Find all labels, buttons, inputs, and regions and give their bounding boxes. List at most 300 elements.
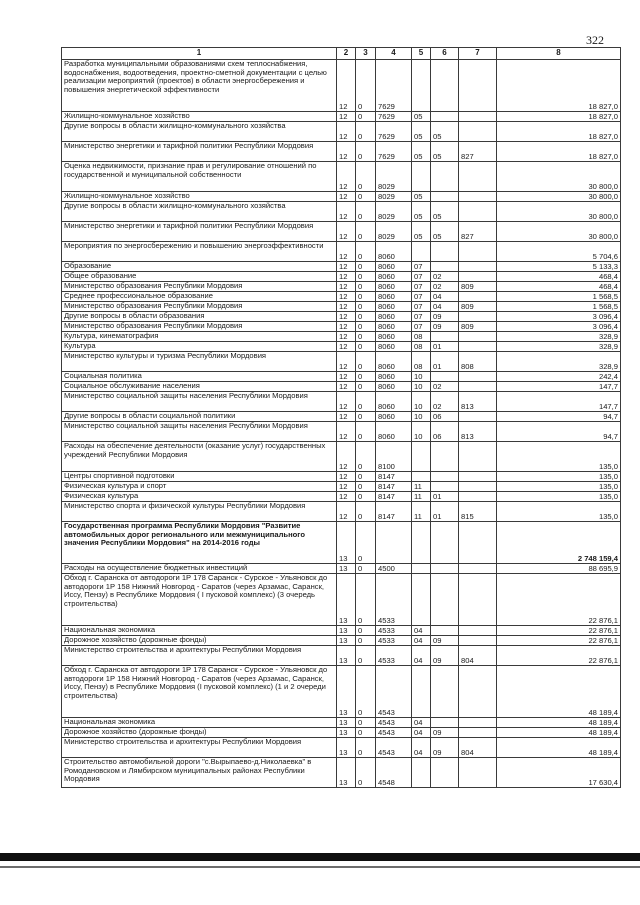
- amount-cell: 328,9: [497, 352, 621, 372]
- table-row: [62, 142, 621, 162]
- table-row: [62, 192, 621, 202]
- code-cell: 0: [356, 758, 376, 788]
- code-cell: 8060: [376, 352, 412, 372]
- code-cell: 11: [412, 502, 431, 522]
- code-cell: 09: [431, 322, 459, 332]
- code-cell: 12: [337, 312, 356, 322]
- row-name-cell: Министерство образования Республики Мордовия: [62, 282, 337, 292]
- row-name-cell: Физическая культура: [62, 492, 337, 502]
- table-row: [62, 502, 621, 522]
- table-row: [62, 636, 621, 646]
- code-cell: 01: [431, 492, 459, 502]
- code-cell: 07: [412, 282, 431, 292]
- row-name-cell: Разработка муниципальными образованиями схем теплоснабжения, водоснабжения, водоотведения, проектно-сметной документации с целью реализации мероприятий (проектов) в области энергосбережения и повышения энергетической эффективности: [62, 60, 337, 112]
- code-cell: 05: [431, 122, 459, 142]
- code-cell: [431, 192, 459, 202]
- code-cell: 0: [356, 412, 376, 422]
- amount-cell: 468,4: [497, 282, 621, 292]
- row-name-cell: Культура, кинематография: [62, 332, 337, 342]
- code-cell: 0: [356, 312, 376, 322]
- table-row: [62, 564, 621, 574]
- table-row: [62, 352, 621, 372]
- code-cell: 808: [459, 352, 497, 372]
- code-cell: 12: [337, 442, 356, 472]
- code-cell: 05: [412, 192, 431, 202]
- code-cell: 10: [412, 412, 431, 422]
- code-cell: 0: [356, 392, 376, 412]
- code-cell: 10: [412, 382, 431, 392]
- code-cell: 12: [337, 112, 356, 122]
- code-cell: [412, 60, 431, 112]
- code-cell: 4533: [376, 636, 412, 646]
- code-cell: [459, 522, 497, 564]
- amount-cell: 135,0: [497, 502, 621, 522]
- code-cell: 13: [337, 728, 356, 738]
- code-cell: 809: [459, 282, 497, 292]
- code-cell: 07: [412, 292, 431, 302]
- code-cell: [459, 492, 497, 502]
- code-cell: 09: [431, 312, 459, 322]
- code-cell: [431, 60, 459, 112]
- code-cell: 8147: [376, 492, 412, 502]
- amount-cell: 3 096,4: [497, 322, 621, 332]
- code-cell: 13: [337, 718, 356, 728]
- column-header: 1: [62, 48, 337, 60]
- code-cell: [412, 522, 431, 564]
- code-cell: 13: [337, 626, 356, 636]
- code-cell: 09: [431, 738, 459, 758]
- code-cell: 12: [337, 292, 356, 302]
- row-name-cell: Социальное обслуживание населения: [62, 382, 337, 392]
- code-cell: 13: [337, 666, 356, 718]
- code-cell: [459, 442, 497, 472]
- code-cell: 08: [412, 342, 431, 352]
- table-row: [62, 646, 621, 666]
- code-cell: 02: [431, 382, 459, 392]
- row-name-cell: Строительство автомобильной дороги "с.Вырыпаево-д.Николаевка" в Ромодановском и Лямбирском муниципальных районах Республики Мордовия: [62, 758, 337, 788]
- code-cell: [459, 472, 497, 482]
- code-cell: [459, 262, 497, 272]
- code-cell: 04: [412, 646, 431, 666]
- code-cell: 12: [337, 162, 356, 192]
- row-name-cell: Обход г. Саранска от автодороги 1Р 178 Саранск - Сурское - Ульяновск до автодороги 1Р 158 Нижний Новгород - Саратов (через Арзамас, Саранск, Иссу, Пензу) в Республике Мордовия (I пусковой комплекс) (1 и 2 очереди строительства): [62, 666, 337, 718]
- amount-cell: 22 876,1: [497, 646, 621, 666]
- code-cell: 0: [356, 262, 376, 272]
- code-cell: 05: [412, 142, 431, 162]
- code-cell: 12: [337, 352, 356, 372]
- header-row: [62, 48, 621, 60]
- code-cell: 0: [356, 202, 376, 222]
- code-cell: 7629: [376, 142, 412, 162]
- table-row: [62, 738, 621, 758]
- table-row: [62, 242, 621, 262]
- code-cell: 07: [412, 272, 431, 282]
- code-cell: 0: [356, 242, 376, 262]
- amount-cell: 147,7: [497, 392, 621, 412]
- code-cell: 0: [356, 492, 376, 502]
- code-cell: 12: [337, 482, 356, 492]
- code-cell: 01: [431, 502, 459, 522]
- row-name-cell: Национальная экономика: [62, 626, 337, 636]
- code-cell: 0: [356, 382, 376, 392]
- code-cell: 12: [337, 492, 356, 502]
- code-cell: 05: [412, 202, 431, 222]
- row-name-cell: Дорожное хозяйство (дорожные фонды): [62, 728, 337, 738]
- table-row: [62, 122, 621, 142]
- row-name-cell: Министерство энергетики и тарифной политики Республики Мордовия: [62, 222, 337, 242]
- table-row: [62, 422, 621, 442]
- amount-cell: 18 827,0: [497, 122, 621, 142]
- amount-cell: 2 748 159,4: [497, 522, 621, 564]
- code-cell: 12: [337, 142, 356, 162]
- code-cell: 8060: [376, 292, 412, 302]
- amount-cell: 30 800,0: [497, 222, 621, 242]
- row-name-cell: Культура: [62, 342, 337, 352]
- code-cell: 8060: [376, 342, 412, 352]
- code-cell: 02: [431, 272, 459, 282]
- code-cell: 0: [356, 636, 376, 646]
- code-cell: 12: [337, 122, 356, 142]
- table-row: [62, 758, 621, 788]
- code-cell: [412, 666, 431, 718]
- row-name-cell: Министерство культуры и туризма Республики Мордовия: [62, 352, 337, 372]
- code-cell: 11: [412, 492, 431, 502]
- code-cell: 04: [412, 718, 431, 728]
- code-cell: 04: [431, 302, 459, 312]
- amount-cell: 135,0: [497, 482, 621, 492]
- code-cell: 04: [412, 636, 431, 646]
- code-cell: [412, 758, 431, 788]
- code-cell: [459, 122, 497, 142]
- code-cell: 05: [431, 222, 459, 242]
- code-cell: 12: [337, 222, 356, 242]
- code-cell: 12: [337, 322, 356, 332]
- amount-cell: 147,7: [497, 382, 621, 392]
- table-row: [62, 492, 621, 502]
- code-cell: 8147: [376, 482, 412, 492]
- code-cell: 08: [412, 352, 431, 372]
- code-cell: 12: [337, 60, 356, 112]
- code-cell: 12: [337, 272, 356, 282]
- table-row: [62, 312, 621, 322]
- amount-cell: 18 827,0: [497, 112, 621, 122]
- code-cell: 0: [356, 122, 376, 142]
- code-cell: [459, 626, 497, 636]
- code-cell: [459, 758, 497, 788]
- scan-bottom-line: [0, 866, 640, 868]
- row-name-cell: Оценка недвижимости, признание прав и регулирование отношений по государственной и муниципальной собственности: [62, 162, 337, 192]
- column-header: 7: [459, 48, 497, 60]
- code-cell: 12: [337, 192, 356, 202]
- code-cell: 8029: [376, 192, 412, 202]
- code-cell: 07: [412, 262, 431, 272]
- table-row: [62, 442, 621, 472]
- table-row: [62, 322, 621, 332]
- code-cell: [431, 372, 459, 382]
- code-cell: 05: [431, 202, 459, 222]
- scan-bottom-edge: [0, 853, 640, 861]
- code-cell: [431, 718, 459, 728]
- code-cell: 0: [356, 292, 376, 302]
- row-name-cell: Министерство строительства и архитектуры Республики Мордовия: [62, 738, 337, 758]
- row-name-cell: Обход г. Саранска от автодороги 1Р 178 Саранск - Сурское - Ульяновск до автодороги 1Р 158 Нижний Новгород - Саратов (через Арзамас, Саранск, Исcу, Пензу) в Республике Мордовия ( I пусковой комплекс) (3 очередь строительства): [62, 574, 337, 626]
- code-cell: [459, 332, 497, 342]
- amount-cell: 1 568,5: [497, 302, 621, 312]
- table-row: [62, 382, 621, 392]
- code-cell: 7629: [376, 122, 412, 142]
- code-cell: 8060: [376, 322, 412, 332]
- row-name-cell: Мероприятия по энергосбережению и повышению энергоэффективности: [62, 242, 337, 262]
- code-cell: [376, 522, 412, 564]
- code-cell: 0: [356, 272, 376, 282]
- table-row: [62, 282, 621, 292]
- code-cell: 0: [356, 522, 376, 564]
- amount-cell: 3 096,4: [497, 312, 621, 322]
- code-cell: [459, 636, 497, 646]
- row-name-cell: Другие вопросы в области жилищно-коммунального хозяйства: [62, 122, 337, 142]
- code-cell: [459, 292, 497, 302]
- code-cell: 12: [337, 502, 356, 522]
- code-cell: 12: [337, 392, 356, 412]
- table-row: [62, 372, 621, 382]
- table-row: [62, 292, 621, 302]
- code-cell: 8060: [376, 242, 412, 262]
- code-cell: 10: [412, 422, 431, 442]
- code-cell: 0: [356, 342, 376, 352]
- code-cell: 09: [431, 636, 459, 646]
- code-cell: 0: [356, 482, 376, 492]
- code-cell: 0: [356, 646, 376, 666]
- column-header: 3: [356, 48, 376, 60]
- code-cell: [412, 564, 431, 574]
- code-cell: 8060: [376, 422, 412, 442]
- code-cell: 09: [431, 728, 459, 738]
- column-header: 2: [337, 48, 356, 60]
- code-cell: [459, 482, 497, 492]
- row-name-cell: Расходы на обеспечение деятельности (оказание услуг) государственных учреждений Республики Мордовия: [62, 442, 337, 472]
- code-cell: 0: [356, 112, 376, 122]
- code-cell: 8029: [376, 162, 412, 192]
- amount-cell: 30 800,0: [497, 202, 621, 222]
- amount-cell: 88 695,9: [497, 564, 621, 574]
- code-cell: 04: [412, 626, 431, 636]
- code-cell: 0: [356, 666, 376, 718]
- code-cell: 0: [356, 302, 376, 312]
- amount-cell: 30 800,0: [497, 162, 621, 192]
- code-cell: 13: [337, 636, 356, 646]
- amount-cell: 5 704,6: [497, 242, 621, 262]
- code-cell: [412, 472, 431, 482]
- code-cell: [431, 472, 459, 482]
- table-row: [62, 574, 621, 626]
- code-cell: [431, 482, 459, 492]
- table-body: [62, 60, 621, 788]
- code-cell: [459, 342, 497, 352]
- code-cell: [431, 626, 459, 636]
- code-cell: [459, 202, 497, 222]
- table-row: [62, 332, 621, 342]
- code-cell: 4543: [376, 738, 412, 758]
- code-cell: [459, 718, 497, 728]
- code-cell: 0: [356, 372, 376, 382]
- code-cell: 04: [412, 728, 431, 738]
- code-cell: 13: [337, 574, 356, 626]
- row-name-cell: Другие вопросы в области образования: [62, 312, 337, 322]
- code-cell: 12: [337, 472, 356, 482]
- code-cell: [459, 382, 497, 392]
- code-cell: 8060: [376, 302, 412, 312]
- code-cell: 12: [337, 282, 356, 292]
- code-cell: 12: [337, 332, 356, 342]
- code-cell: 0: [356, 472, 376, 482]
- code-cell: 8060: [376, 312, 412, 322]
- code-cell: 813: [459, 392, 497, 412]
- page-number: 322: [586, 33, 604, 47]
- code-cell: 09: [431, 646, 459, 666]
- code-cell: 12: [337, 342, 356, 352]
- amount-cell: 30 800,0: [497, 192, 621, 202]
- table-row: [62, 162, 621, 192]
- code-cell: 8147: [376, 502, 412, 522]
- code-cell: 10: [412, 372, 431, 382]
- code-cell: 05: [412, 222, 431, 242]
- code-cell: 8060: [376, 382, 412, 392]
- row-name-cell: Жилищно-коммунальное хозяйство: [62, 112, 337, 122]
- code-cell: [431, 666, 459, 718]
- table-row: [62, 666, 621, 718]
- table-row: [62, 202, 621, 222]
- code-cell: 8060: [376, 282, 412, 292]
- table-row: [62, 262, 621, 272]
- code-cell: 4533: [376, 626, 412, 636]
- table-row: [62, 626, 621, 636]
- amount-cell: 328,9: [497, 342, 621, 352]
- code-cell: 815: [459, 502, 497, 522]
- row-name-cell: Министерство социальной защиты населения Республики Мордовия: [62, 422, 337, 442]
- code-cell: 809: [459, 302, 497, 312]
- code-cell: 8100: [376, 442, 412, 472]
- budget-table: [61, 47, 621, 788]
- code-cell: 01: [431, 342, 459, 352]
- code-cell: 8147: [376, 472, 412, 482]
- row-name-cell: Другие вопросы в области социальной политики: [62, 412, 337, 422]
- code-cell: 8060: [376, 262, 412, 272]
- code-cell: [459, 192, 497, 202]
- table-row: [62, 412, 621, 422]
- code-cell: [459, 60, 497, 112]
- code-cell: 05: [431, 142, 459, 162]
- code-cell: 12: [337, 242, 356, 262]
- code-cell: 0: [356, 142, 376, 162]
- code-cell: 4533: [376, 574, 412, 626]
- table-row: [62, 302, 621, 312]
- amount-cell: 468,4: [497, 272, 621, 282]
- code-cell: 8060: [376, 272, 412, 282]
- code-cell: [431, 112, 459, 122]
- code-cell: [431, 758, 459, 788]
- code-cell: [459, 162, 497, 192]
- code-cell: 8029: [376, 202, 412, 222]
- code-cell: 0: [356, 222, 376, 242]
- code-cell: 12: [337, 262, 356, 272]
- row-name-cell: Министерство социальной защиты населения Республики Мордовия: [62, 392, 337, 412]
- code-cell: [459, 574, 497, 626]
- table-row: [62, 272, 621, 282]
- code-cell: 05: [412, 112, 431, 122]
- row-name-cell: Жилищно-коммунальное хозяйство: [62, 192, 337, 202]
- code-cell: 8060: [376, 372, 412, 382]
- row-name-cell: Другие вопросы в области жилищно-коммунального хозяйства: [62, 202, 337, 222]
- amount-cell: 22 876,1: [497, 636, 621, 646]
- column-header: 8: [497, 48, 621, 60]
- amount-cell: 48 189,4: [497, 718, 621, 728]
- code-cell: [431, 522, 459, 564]
- code-cell: 02: [431, 392, 459, 412]
- code-cell: 0: [356, 282, 376, 292]
- code-cell: 04: [431, 292, 459, 302]
- code-cell: 13: [337, 646, 356, 666]
- row-name-cell: Министерство образования Республики Мордовия: [62, 302, 337, 312]
- code-cell: 0: [356, 564, 376, 574]
- code-cell: 827: [459, 222, 497, 242]
- code-cell: 12: [337, 302, 356, 312]
- row-name-cell: Министерство строительства и архитектуры Республики Мордовия: [62, 646, 337, 666]
- code-cell: [459, 372, 497, 382]
- code-cell: 07: [412, 322, 431, 332]
- row-name-cell: Социальная политика: [62, 372, 337, 382]
- code-cell: 8060: [376, 392, 412, 412]
- code-cell: 8060: [376, 412, 412, 422]
- row-name-cell: Общее образование: [62, 272, 337, 282]
- code-cell: 809: [459, 322, 497, 332]
- code-cell: 804: [459, 646, 497, 666]
- code-cell: 12: [337, 372, 356, 382]
- code-cell: 06: [431, 422, 459, 442]
- code-cell: [412, 162, 431, 192]
- row-name-cell: Министерство энергетики и тарифной политики Республики Мордовия: [62, 142, 337, 162]
- amount-cell: 17 630,4: [497, 758, 621, 788]
- row-name-cell: Дорожное хозяйство (дорожные фонды): [62, 636, 337, 646]
- code-cell: [431, 242, 459, 262]
- code-cell: 10: [412, 392, 431, 412]
- code-cell: [431, 332, 459, 342]
- row-name-cell: Министерство образования Республики Мордовия: [62, 322, 337, 332]
- column-header: 5: [412, 48, 431, 60]
- row-name-cell: Центры спортивной подготовки: [62, 472, 337, 482]
- code-cell: 0: [356, 442, 376, 472]
- amount-cell: 48 189,4: [497, 666, 621, 718]
- table-row: [62, 392, 621, 412]
- code-cell: 12: [337, 382, 356, 392]
- code-cell: 06: [431, 412, 459, 422]
- code-cell: 0: [356, 728, 376, 738]
- row-name-cell: Среднее профессиональное образование: [62, 292, 337, 302]
- table-row: [62, 472, 621, 482]
- code-cell: [431, 162, 459, 192]
- code-cell: 4500: [376, 564, 412, 574]
- code-cell: 0: [356, 332, 376, 342]
- code-cell: [459, 412, 497, 422]
- amount-cell: 5 133,3: [497, 262, 621, 272]
- amount-cell: 22 876,1: [497, 626, 621, 636]
- code-cell: 8060: [376, 332, 412, 342]
- code-cell: 4548: [376, 758, 412, 788]
- code-cell: 4533: [376, 646, 412, 666]
- row-name-cell: Государственная программа Республики Мордовия "Развитие автомобильных дорог регионального или межмуниципального значения Республики Мордовия" на 2014-2016 годы: [62, 522, 337, 564]
- code-cell: 4543: [376, 718, 412, 728]
- code-cell: 7629: [376, 60, 412, 112]
- column-header: 4: [376, 48, 412, 60]
